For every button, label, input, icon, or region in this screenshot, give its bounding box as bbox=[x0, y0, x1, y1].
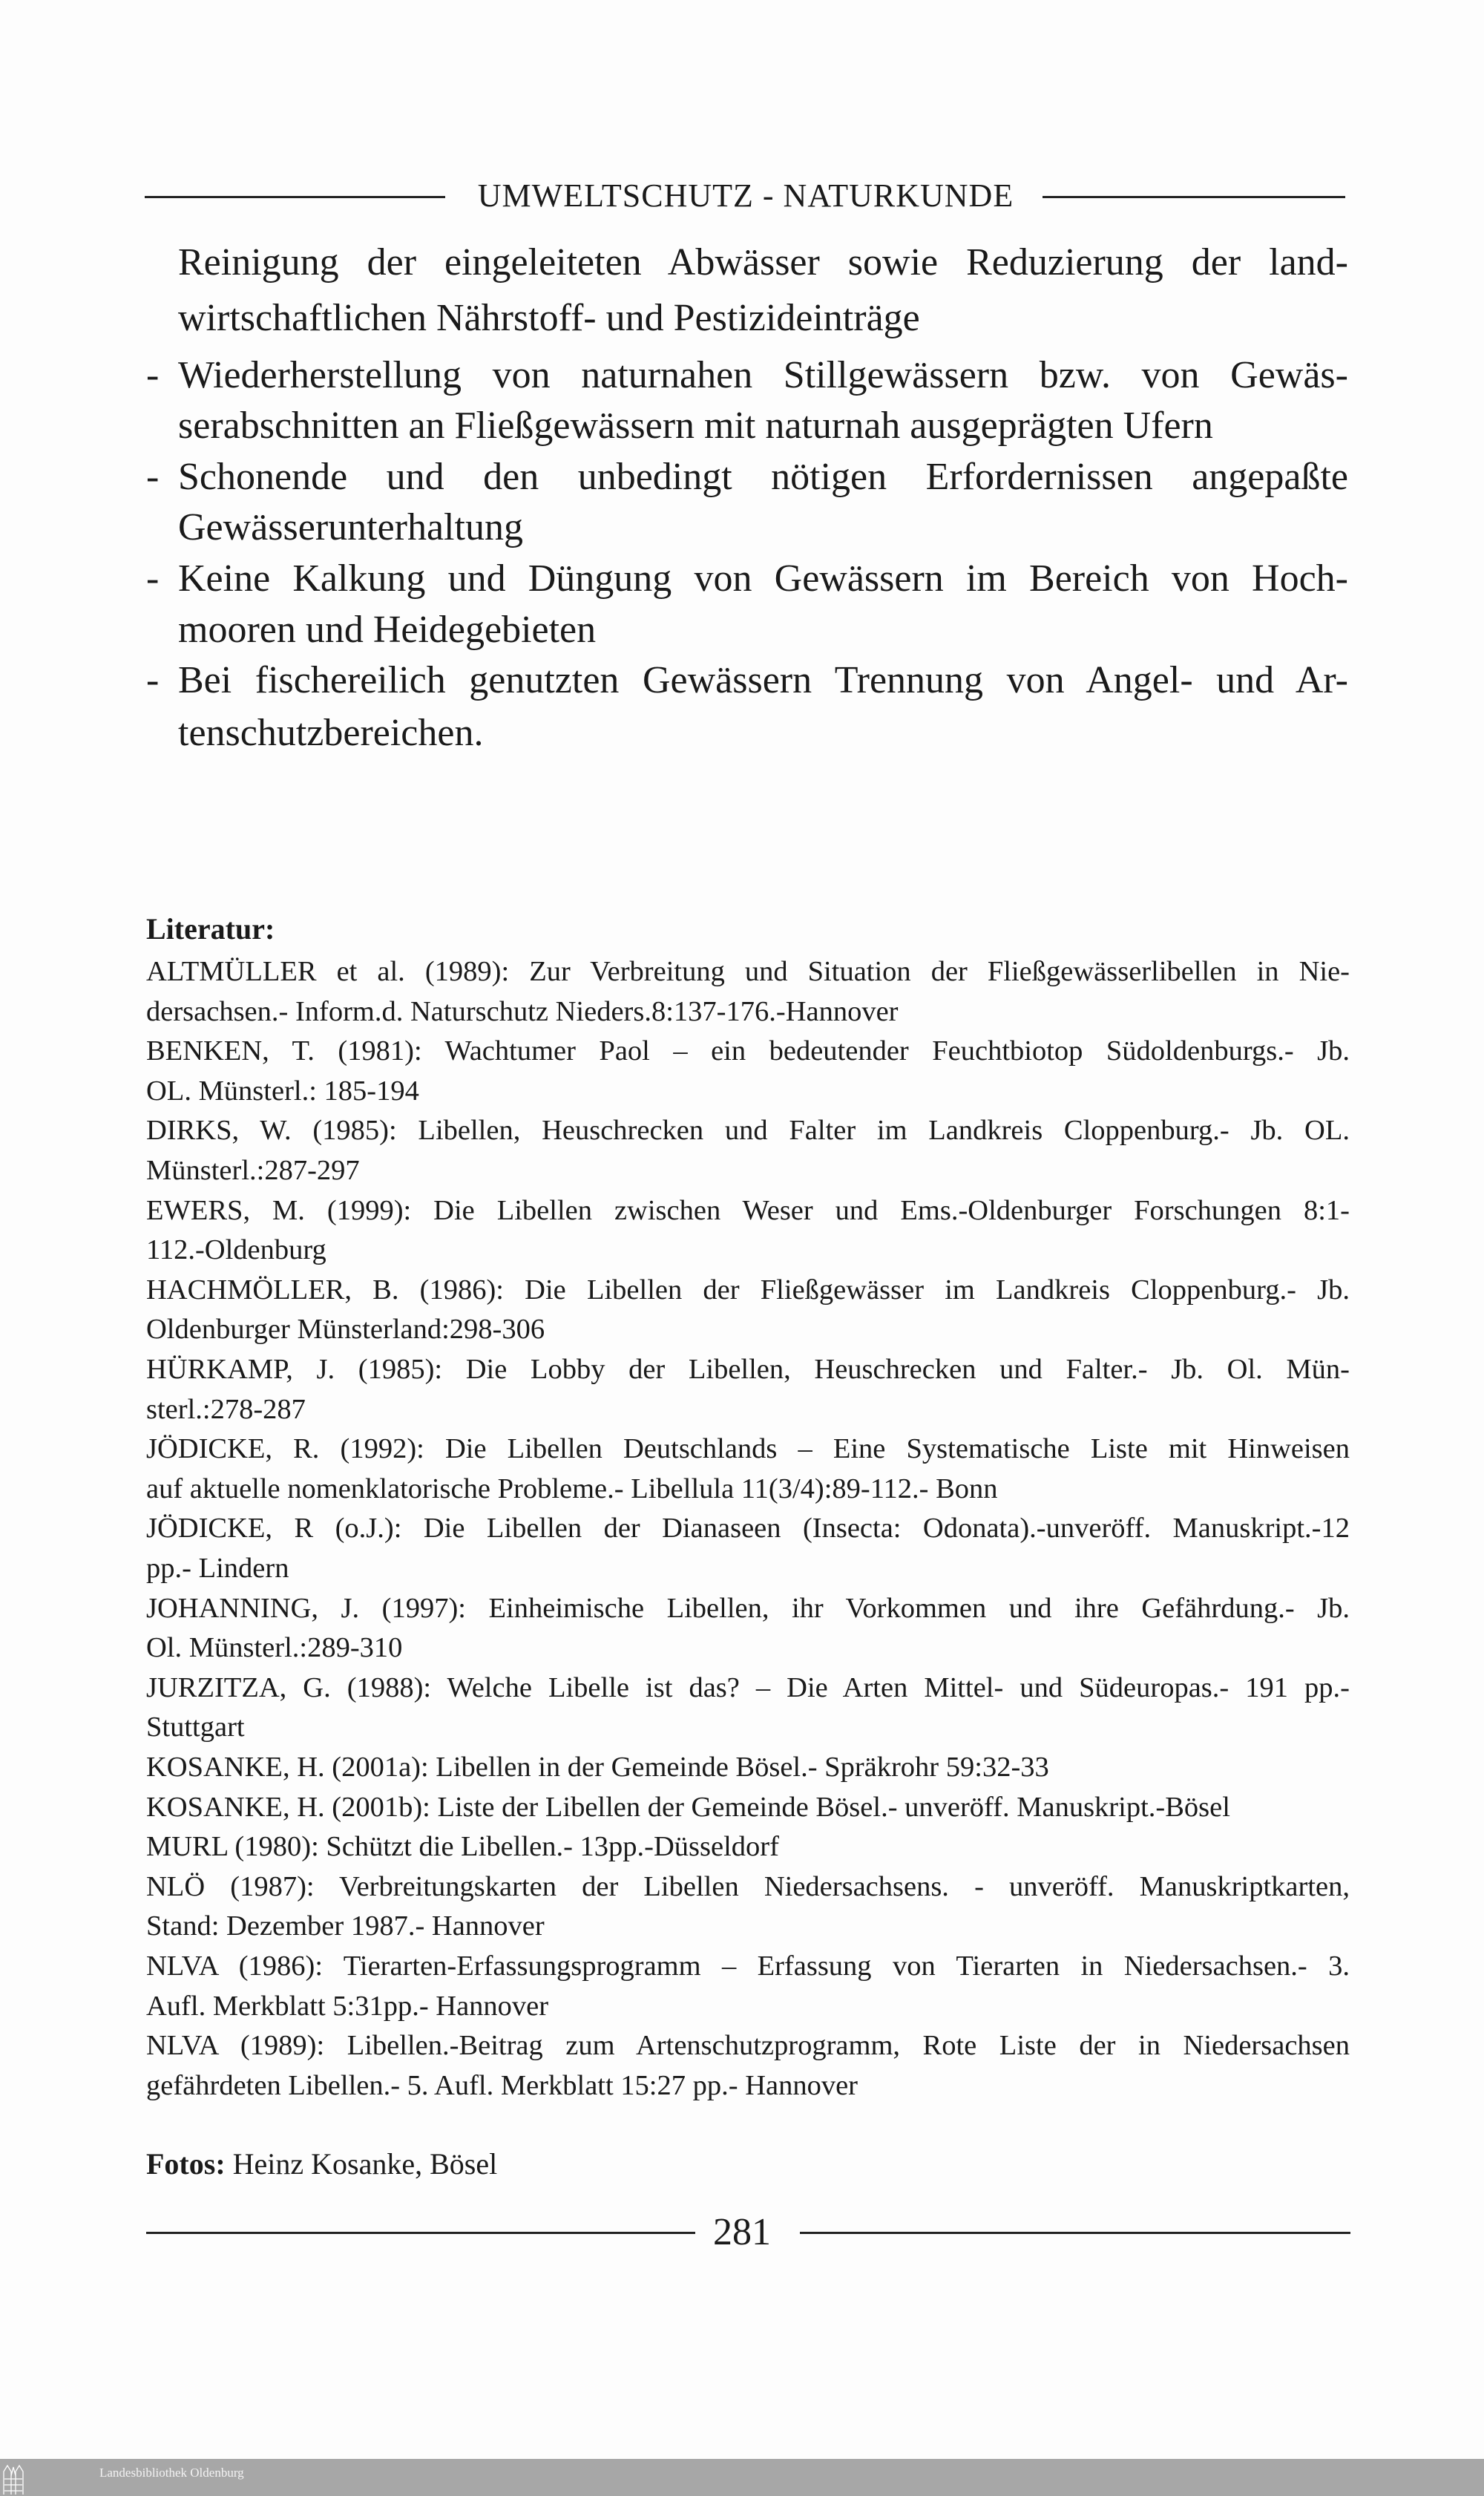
reference-line: HACHMÖLLER, B. (1986): Die Libellen der Fließgewässer im Landkreis Cloppenburg.- Jb. bbox=[146, 1274, 1350, 1306]
reference-line: BENKEN, T. (1981): Wachtumer Paol – ein bedeutender Feuchtbiotop Südoldenburgs.- Jb. bbox=[146, 1035, 1350, 1067]
reference-line: pp.- Lindern bbox=[146, 1553, 289, 1584]
photo-credit-label: Fotos: bbox=[146, 2147, 226, 2181]
reference-line: Ol. Münsterl.:289-310 bbox=[146, 1632, 403, 1664]
library-building-logo-icon bbox=[3, 2461, 24, 2495]
reference-line: MURL (1980): Schützt die Libellen.- 13pp.-Düsseldorf bbox=[146, 1831, 779, 1863]
reference-line: NLVA (1989): Libellen.-Beitrag zum Artenschutzprogramm, Rote Liste der in Niedersachsen bbox=[146, 2030, 1350, 2062]
reference-line: OL. Münsterl.: 185-194 bbox=[146, 1075, 419, 1107]
reference-line: dersachsen.- Inform.d. Naturschutz Nieders.8:137-176.-Hannover bbox=[146, 995, 899, 1027]
body-line: wirtschaftlichen Nährstoff- und Pestizideinträge bbox=[178, 297, 920, 339]
running-header: UMWELTSCHUTZ - NATURKUNDE bbox=[477, 177, 1014, 214]
reference-line: HÜRKAMP, J. (1985): Die Lobby der Libellen, Heuschrecken und Falter.- Jb. Ol. Mün- bbox=[146, 1354, 1350, 1385]
reference-line: Stuttgart bbox=[146, 1712, 245, 1743]
reference-line: JÖDICKE, R. (1992): Die Libellen Deutschlands – Eine Systematische Liste mit Hinweisen bbox=[146, 1433, 1350, 1465]
body-line: mooren und Heidegebieten bbox=[178, 609, 597, 651]
reference-line: DIRKS, W. (1985): Libellen, Heuschrecken und Falter im Landkreis Cloppenburg.- Jb. OL. bbox=[146, 1115, 1350, 1147]
reference-line: Aufl. Merkblatt 5:31pp.- Hannover bbox=[146, 1990, 549, 2022]
body-line: Keine Kalkung und Düngung von Gewässern im Bereich von Hoch- bbox=[178, 557, 1348, 600]
reference-line: NLÖ (1987): Verbreitungskarten der Libellen Niedersachsens. - unveröff. Manuskriptkarten, bbox=[146, 1870, 1350, 1902]
header-rule-left bbox=[145, 196, 445, 198]
library-name: Landesbibliothek Oldenburg bbox=[99, 2466, 244, 2480]
reference-line: EWERS, M. (1999): Die Libellen zwischen Weser und Ems.-Oldenburger Forschungen 8:1- bbox=[146, 1194, 1350, 1226]
reference-line: JÖDICKE, R (o.J.): Die Libellen der Dianaseen (Insecta: Odonata).-unveröff. Manuskript.-12 bbox=[146, 1513, 1350, 1545]
reference-line: KOSANKE, H. (2001a): Libellen in der Gemeinde Bösel.- Spräkrohr 59:32-33 bbox=[146, 1752, 1049, 1783]
footer-rule-right bbox=[800, 2232, 1350, 2234]
literature-heading: Literatur: bbox=[146, 912, 275, 946]
reference-line: 112.-Oldenburg bbox=[146, 1234, 326, 1266]
reference-line: sterl.:278-287 bbox=[146, 1393, 306, 1425]
body-line: serabschnitten an Fließgewässern mit naturnah ausgeprägten Ufern bbox=[178, 404, 1213, 447]
reference-line: ALTMÜLLER et al. (1989): Zur Verbreitung und Situation der Fließgewässerlibellen in Nie- bbox=[146, 956, 1350, 987]
bullet-dash: - bbox=[146, 354, 160, 396]
reference-line: auf aktuelle nomenklatorische Probleme.- Libellula 11(3/4):89-112.- Bonn bbox=[146, 1473, 998, 1504]
body-line: Reinigung der eingeleiteten Abwässer sowie Reduzierung der land- bbox=[178, 241, 1348, 284]
reference-line: Stand: Dezember 1987.- Hannover bbox=[146, 1910, 545, 1942]
header-rule-right bbox=[1043, 196, 1345, 198]
body-line: Schonende und den unbedingt nötigen Erfordernissen angepaßte bbox=[178, 456, 1348, 498]
photo-credit-text: Heinz Kosanke, Bösel bbox=[225, 2147, 498, 2181]
body-line: Bei fischereilich genutzten Gewässern Trennung von Angel- und Ar- bbox=[178, 659, 1348, 701]
reference-line: KOSANKE, H. (2001b): Liste der Libellen der Gemeinde Bösel.- unveröff. Manuskript.-Bösel bbox=[146, 1791, 1230, 1823]
page-number: 281 bbox=[713, 2211, 771, 2253]
bullet-dash: - bbox=[146, 456, 160, 498]
body-line: tenschutzbereichen. bbox=[178, 712, 484, 754]
photo-credit bbox=[146, 2146, 497, 2181]
body-line: Gewässerunterhaltung bbox=[178, 506, 523, 548]
reference-line: Münsterl.:287-297 bbox=[146, 1155, 360, 1186]
reference-line: NLVA (1986): Tierarten-Erfassungsprogramm – Erfassung von Tierarten in Niedersachsen.- 3. bbox=[146, 1950, 1350, 1982]
footer-rule-left bbox=[146, 2232, 695, 2234]
body-line: Wiederherstellung von naturnahen Stillgewässern bzw. von Gewäs- bbox=[178, 354, 1348, 396]
reference-line: JURZITZA, G. (1988): Welche Libelle ist das? – Die Arten Mittel- und Südeuropas.- 191 pp.- bbox=[146, 1671, 1350, 1703]
bullet-dash: - bbox=[146, 557, 160, 600]
reference-line: gefährdeten Libellen.- 5. Aufl. Merkblatt 15:27 pp.- Hannover bbox=[146, 2069, 858, 2101]
reference-line: Oldenburger Münsterland:298-306 bbox=[146, 1314, 545, 1346]
bullet-dash: - bbox=[146, 659, 160, 701]
reference-line: JOHANNING, J. (1997): Einheimische Libellen, ihr Vorkommen und ihre Gefährdung.- Jb. bbox=[146, 1592, 1350, 1624]
